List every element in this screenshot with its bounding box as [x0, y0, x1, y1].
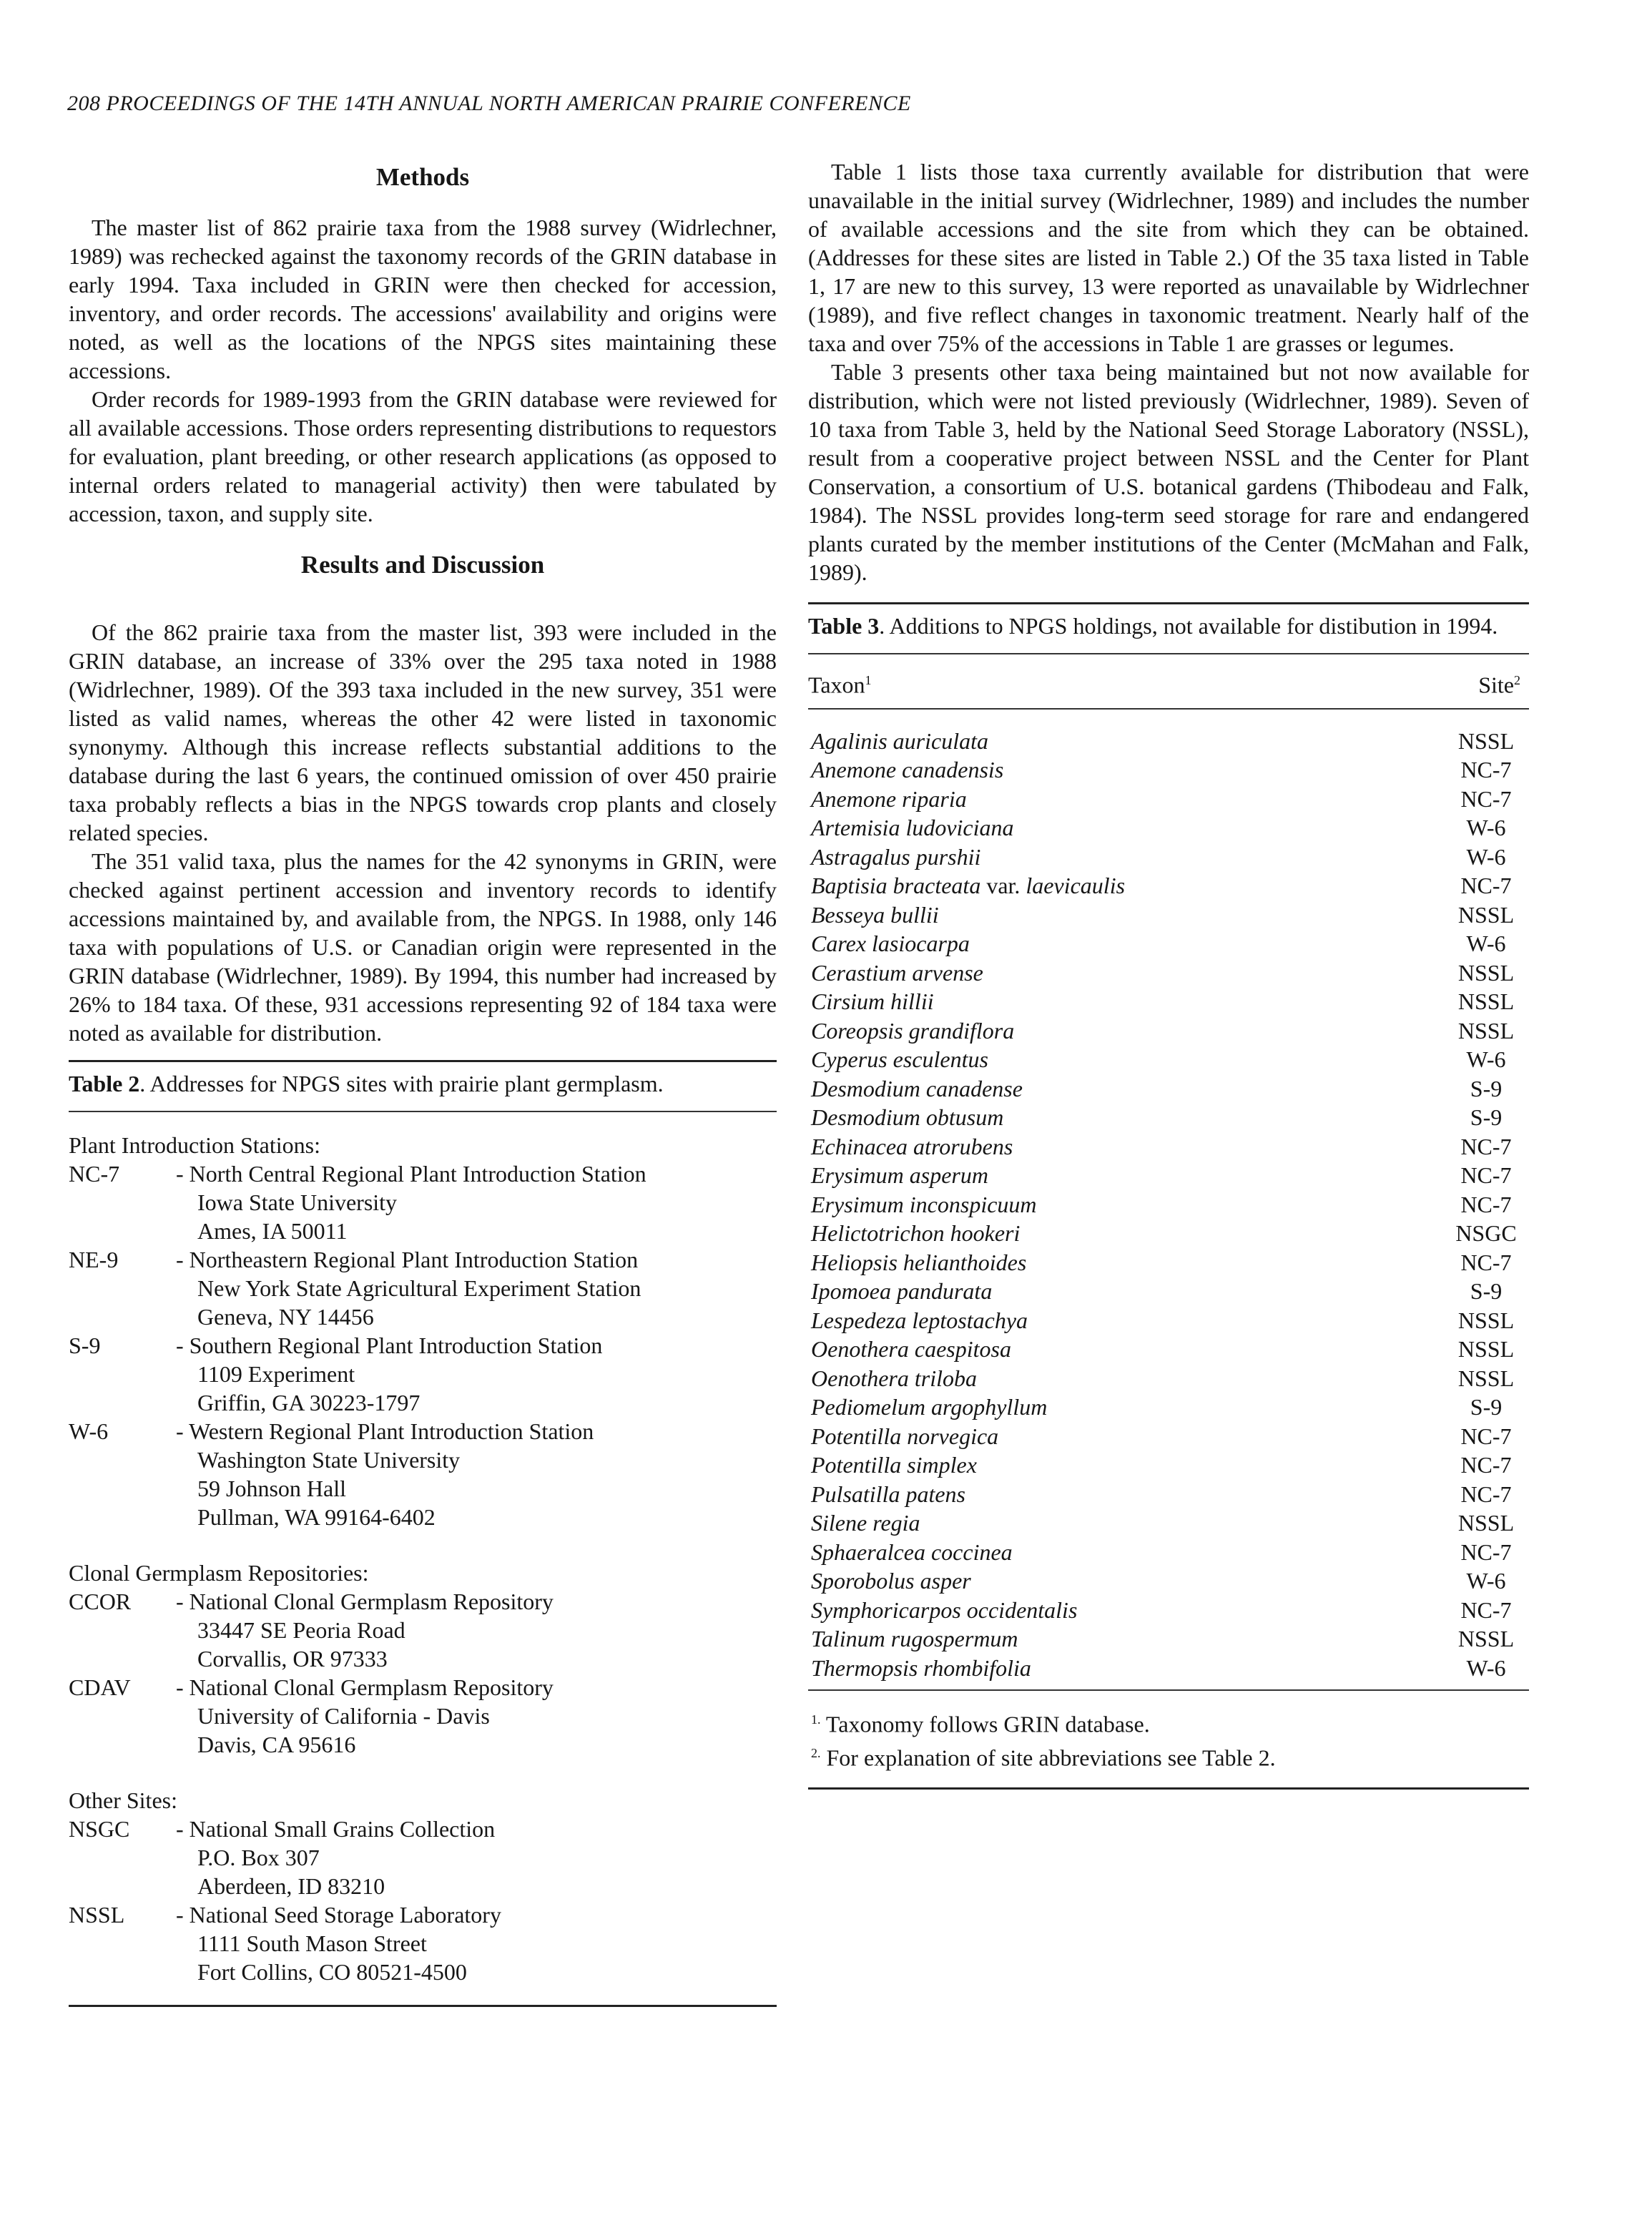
table3-col-taxon-sup: 1 — [865, 673, 872, 687]
taxon-cell — [808, 958, 983, 988]
site-address — [176, 1587, 777, 1673]
site-code: NSSL — [69, 1902, 125, 1928]
table-row — [808, 1566, 1529, 1596]
site-address — [176, 1815, 777, 1900]
table-row — [808, 1393, 1529, 1422]
taxon-cell — [808, 1248, 1026, 1277]
site-address — [176, 1417, 777, 1531]
taxon-name: Anemone riparia — [811, 785, 967, 812]
taxon-cell — [808, 1335, 1011, 1364]
site-cell: NC-7 — [1460, 1481, 1512, 1507]
taxon-name: Silene regia — [811, 1510, 920, 1536]
site-cell: NSSL — [1457, 1365, 1515, 1391]
address-group-title: Other Sites: — [69, 1787, 177, 1813]
table-row — [808, 1364, 1529, 1393]
taxon-name: Ipomoea pandurata — [811, 1278, 993, 1305]
site-address — [176, 1900, 777, 1986]
table-row — [808, 1451, 1529, 1480]
table-row — [808, 1161, 1529, 1190]
taxon-name: Pediomelum argophyllum — [811, 1394, 1048, 1420]
site-cell: W-6 — [1466, 843, 1506, 870]
address-line: - North Central Regional Plant Introduction Station — [176, 1161, 646, 1187]
address-line: Ames, IA 50011 — [197, 1218, 348, 1244]
taxon-name: Cerastium arvense — [811, 959, 983, 986]
taxon-name: Desmodium obtusum — [811, 1104, 1004, 1131]
taxon-cell — [808, 1190, 1037, 1219]
address-line: Fort Collins, CO 80521-4500 — [197, 1959, 467, 1985]
site-cell: W-6 — [1466, 1046, 1506, 1073]
site-cell: NSSL — [1457, 727, 1515, 754]
table-row — [808, 1132, 1529, 1162]
site-cell: NSSL — [1457, 1017, 1515, 1044]
taxon-cell — [808, 987, 934, 1016]
site-code: W-6 — [69, 1418, 109, 1444]
site-cell: S-9 — [1470, 1278, 1503, 1305]
table-row — [808, 958, 1529, 988]
right-paragraph-1: Table 1 lists those taxa currently available for distribution that were unavailable in the initial survey (Widrlechner, 1989) and includes the number of available accessions and the site from which they can be obtained. (Addresses for these sites are listed in Table 2.) Of the 35 taxa listed in Table 1, 17 are new to this survey, 13 were reported as unavailable by Widrlechner (1989), and five reflect changes in taxonomic treatment. Nearly half of the taxa and over 75% of the accessions in Table 1 are grasses or legumes. — [808, 159, 1529, 356]
taxon-name: Symphoricarpos occidentalis — [811, 1596, 1078, 1623]
taxon-name: Astragalus purshii — [811, 843, 981, 870]
taxon-cell — [808, 1306, 1028, 1335]
taxon-name: Anemone canadensis — [811, 757, 1004, 783]
address-group-title: Clonal Germplasm Repositories: — [69, 1560, 369, 1586]
table3-col-site-sup: 2 — [1514, 673, 1520, 687]
table-row — [808, 1190, 1529, 1219]
table3-col-taxon — [808, 666, 872, 700]
footnote — [811, 1705, 1529, 1739]
table-row — [808, 727, 1529, 756]
address-line: 1109 Experiment — [197, 1361, 355, 1387]
site-entry — [69, 1331, 777, 1417]
taxon-cell — [808, 1132, 1013, 1162]
site-code: CDAV — [69, 1674, 131, 1700]
table-row — [808, 900, 1529, 930]
table-row — [808, 1074, 1529, 1104]
site-cell: NC-7 — [1460, 1538, 1512, 1565]
taxon-infraspecific: laevicaulis — [1026, 873, 1126, 899]
site-cell: NC-7 — [1460, 1133, 1512, 1159]
site-entry — [69, 1417, 777, 1531]
address-group — [69, 1786, 777, 1986]
address-line: University of California - Davis — [197, 1703, 490, 1729]
right-paragraph-2: Table 3 presents other taxa being maintained but not now available for distribution, which were not listed previously (Widrlechner, 1989). Seven of 10 taxa from Table 3, held by the National Seed Storage Laboratory (NSSL), result from a cooperative project between NSSL and the Center for Plant Conservation, a consortium of U.S. botanical gardens (Thibodeau and Falk, 1984). The NSSL provides long-term seed storage for rare and endangered plants curated by the member institutions of the Center (McMahan and Falk, 1989). — [808, 359, 1529, 585]
site-cell: NC-7 — [1460, 757, 1512, 783]
taxon-cell — [808, 1422, 998, 1451]
taxon-cell — [808, 1566, 971, 1596]
table-row — [808, 929, 1529, 958]
site-code: NC-7 — [69, 1161, 120, 1187]
taxon-cell — [808, 1596, 1077, 1625]
address-line: Aberdeen, ID 83210 — [197, 1873, 385, 1899]
table3-top-rule — [808, 602, 1529, 604]
taxon-cell — [808, 900, 939, 930]
site-cell: W-6 — [1466, 1654, 1506, 1681]
table2-body — [69, 1131, 777, 1986]
address-line: - Northeastern Regional Plant Introduction Station — [176, 1247, 639, 1272]
site-entry — [69, 1673, 777, 1759]
table-row — [808, 1624, 1529, 1654]
taxon-cell — [808, 1074, 1023, 1104]
taxon-name: Talinum rugospermum — [811, 1626, 1018, 1652]
site-cell: NC-7 — [1460, 873, 1512, 899]
footnote-text: Taxonomy follows GRIN database. — [820, 1711, 1150, 1737]
table3-caption — [808, 612, 1529, 640]
table3-body — [808, 710, 1529, 1690]
site-address — [176, 1673, 777, 1759]
taxon-name: Artemisia ludoviciana — [811, 815, 1014, 841]
table2-bottom-rule — [69, 2005, 777, 2007]
address-line: - National Small Grains Collection — [176, 1816, 496, 1842]
taxon-cell — [808, 727, 988, 756]
taxon-name: Sphaeralcea coccinea — [811, 1538, 1013, 1565]
table2-caption — [69, 1069, 777, 1098]
table-row — [808, 1480, 1529, 1509]
address-line: 1111 South Mason Street — [197, 1930, 427, 1956]
address-line: New York State Agricultural Experiment Station — [197, 1275, 641, 1301]
taxon-cell — [808, 1045, 988, 1074]
table-row — [808, 1508, 1529, 1538]
taxon-cell — [808, 1219, 1020, 1248]
taxon-cell — [808, 1538, 1013, 1567]
site-cell: NSSL — [1457, 1510, 1515, 1536]
table-row — [808, 1016, 1529, 1046]
footnote-mark: 1. — [811, 1712, 821, 1727]
site-code: NSGC — [69, 1816, 130, 1842]
taxon-name: Besseya bullii — [811, 901, 939, 928]
site-entry — [69, 1815, 777, 1900]
site-cell: W-6 — [1466, 931, 1506, 957]
table-row — [808, 1277, 1529, 1306]
results-heading: Results and Discussion — [300, 551, 545, 579]
site-cell: NSSL — [1457, 1307, 1515, 1333]
table-row — [808, 1654, 1529, 1683]
site-cell: W-6 — [1466, 815, 1506, 841]
address-line: Geneva, NY 14456 — [197, 1304, 374, 1330]
taxon-name: Coreopsis grandiflora — [811, 1017, 1015, 1044]
site-cell: NSSL — [1457, 959, 1515, 986]
taxon-name: Potentilla norvegica — [811, 1423, 999, 1449]
address-line: - National Clonal Germplasm Repository — [176, 1674, 554, 1700]
methods-paragraph-2: Order records for 1989-1993 from the GRIN database were reviewed for all available accessions. Those orders representing distributions to requestors for evaluation, plant breeding, or other research applications (as opposed to internal orders related to managerial activity) then were tabulated by accession, taxon, and supply site. — [69, 386, 777, 526]
site-cell: NC-7 — [1460, 1162, 1512, 1189]
site-cell: S-9 — [1470, 1075, 1503, 1101]
address-line: Davis, CA 95616 — [197, 1732, 356, 1757]
taxon-cell — [808, 785, 967, 814]
table3-col-taxon-label: Taxon — [808, 672, 865, 698]
taxon-cell — [808, 1451, 977, 1480]
taxon-name: Potentilla simplex — [811, 1452, 977, 1478]
taxon-cell — [808, 1508, 920, 1538]
taxon-name: Desmodium canadense — [811, 1075, 1023, 1101]
taxon-cell — [808, 755, 1003, 785]
site-code: CCOR — [69, 1589, 132, 1614]
table2-caption-text: . Addresses for NPGS sites with prairie plant germplasm. — [139, 1071, 664, 1096]
table2-top-rule — [69, 1060, 777, 1062]
table-row — [808, 785, 1529, 814]
table-row — [808, 755, 1529, 785]
taxon-name: Carex lasiocarpa — [811, 931, 970, 957]
address-line: - National Seed Storage Laboratory — [176, 1902, 501, 1928]
site-cell: W-6 — [1466, 1568, 1506, 1594]
table3-col-site — [1478, 666, 1520, 700]
address-line: 33447 SE Peoria Road — [197, 1617, 405, 1643]
taxon-cell — [808, 1480, 965, 1509]
table-row — [808, 1306, 1529, 1335]
table-row — [808, 843, 1529, 872]
taxon-rank: var. — [980, 873, 1026, 899]
table3-col-site-label: Site — [1478, 672, 1514, 698]
table3-caption-label: Table 3 — [808, 613, 880, 639]
address-group — [69, 1559, 777, 1759]
site-cell: NSSL — [1457, 1626, 1515, 1652]
running-header: 208 PROCEEDINGS OF THE 14TH ANNUAL NORTH AMERICAN PRAIRIE CONFERENCE — [67, 92, 911, 115]
site-cell: NSGC — [1455, 1220, 1517, 1247]
table-row — [808, 871, 1529, 900]
taxon-cell — [808, 1654, 1031, 1683]
taxon-name: Sporobolus asper — [811, 1568, 971, 1594]
site-entry — [69, 1900, 777, 1986]
address-line: P.O. Box 307 — [197, 1845, 320, 1870]
taxon-cell — [808, 1624, 1018, 1654]
address-line: Corvallis, OR 97333 — [197, 1646, 388, 1672]
table-row — [808, 1422, 1529, 1451]
taxon-name: Helictotrichon hookeri — [811, 1220, 1021, 1247]
taxon-name: Agalinis auriculata — [811, 727, 988, 754]
site-cell: NC-7 — [1460, 1191, 1512, 1217]
table3-bottom-rule — [808, 1787, 1529, 1790]
methods-paragraph-1: The master list of 862 prairie taxa from the 1988 survey (Widrlechner, 1989) was rechecked against the taxonomy records of the GRIN database in early 1994. Taxa included in GRIN were then checked for accession, inventory, and order records. The accessions' availability and origins were noted, as well as the locations of the NPGS sites maintaining these accessions. — [69, 215, 777, 383]
table3-footnotes — [808, 1691, 1529, 1787]
site-address — [176, 1159, 777, 1245]
address-line: - Western Regional Plant Introduction Station — [176, 1418, 594, 1444]
table-row — [808, 1248, 1529, 1277]
site-cell: NC-7 — [1460, 1249, 1512, 1275]
footnote-text: For explanation of site abbreviations see Table 2. — [820, 1744, 1276, 1771]
table2-caption-label: Table 2 — [69, 1071, 140, 1096]
table-row — [808, 987, 1529, 1016]
taxon-name: Oenothera triloba — [811, 1365, 977, 1391]
site-code: NE-9 — [69, 1247, 119, 1272]
table-row — [808, 1335, 1529, 1364]
site-cell: NC-7 — [1460, 1596, 1512, 1623]
table-row — [808, 1045, 1529, 1074]
taxon-cell — [808, 1103, 1003, 1132]
taxon-name: Baptisia bracteata — [811, 873, 981, 899]
taxon-name: Cyperus esculentus — [811, 1046, 988, 1073]
taxon-name: Heliopsis helianthoides — [811, 1249, 1027, 1275]
taxon-cell — [808, 1016, 1014, 1046]
site-cell: NSSL — [1457, 901, 1515, 928]
table3-header-row — [808, 654, 1529, 708]
taxon-name: Erysimum asperum — [811, 1162, 988, 1189]
address-group — [69, 1131, 777, 1531]
site-cell: NC-7 — [1460, 1452, 1512, 1478]
taxon-cell — [808, 871, 1125, 900]
table-row — [808, 1596, 1529, 1625]
taxon-name: Thermopsis rhombifolia — [811, 1654, 1031, 1681]
taxon-name: Echinacea atrorubens — [811, 1133, 1013, 1159]
site-cell: S-9 — [1470, 1394, 1503, 1420]
methods-heading: Methods — [375, 163, 470, 191]
address-line: Pullman, WA 99164-6402 — [197, 1504, 436, 1530]
taxon-name: Lespedeza leptostachya — [811, 1307, 1028, 1333]
site-entry — [69, 1245, 777, 1331]
footnote — [811, 1739, 1529, 1772]
taxon-cell — [808, 1277, 992, 1306]
results-paragraph-2: The 351 valid taxa, plus the names for the 42 synonyms in GRIN, were checked against pertinent accession and inventory records to identify accessions maintained by, and available from, the NPGS. In 1988, only 146 taxa with populations of U.S. or Canadian origin were represented in the GRIN database (Widrlechner, 1989). By 1994, this number had increased by 26% to 184 taxa. Of these, 931 accessions representing 92 of 184 taxa were noted as available for distribution. — [69, 848, 777, 1046]
table3-caption-text: . Additions to NPGS holdings, not available for distibution in 1994. — [879, 613, 1498, 639]
table2-header-rule — [69, 1111, 777, 1112]
right-column — [808, 157, 1529, 1790]
table-row — [808, 813, 1529, 843]
taxon-name: Cirsium hillii — [811, 988, 934, 1015]
site-address — [176, 1245, 777, 1331]
taxon-name: Pulsatilla patens — [811, 1481, 965, 1507]
site-cell: NC-7 — [1460, 785, 1512, 812]
footnote-mark: 2. — [811, 1745, 821, 1760]
taxon-cell — [808, 929, 970, 958]
address-group-title: Plant Introduction Stations: — [69, 1132, 320, 1158]
left-column — [69, 163, 777, 2007]
address-line: 59 Johnson Hall — [197, 1476, 346, 1501]
table-row — [808, 1538, 1529, 1567]
table-row — [808, 1219, 1529, 1248]
results-paragraph-1: Of the 862 prairie taxa from the master list, 393 were included in the GRIN database, an increase of 33% over the 295 taxa noted in 1988 (Widrlechner, 1989). Of the 393 taxa included in the new survey, 351 were listed as valid names, whereas the other 42 were listed in taxonomic synonymy. Although this increase reflects substantial additions to the database during the last 6 years, the continued omission of over 450 prairie taxa probably reflects a bias in the NPGS towards crop plants and closely related species. — [69, 619, 777, 845]
address-line: Griffin, GA 30223-1797 — [197, 1390, 421, 1415]
site-entry — [69, 1159, 777, 1245]
taxon-cell — [808, 843, 980, 872]
site-entry — [69, 1587, 777, 1673]
site-cell: NSSL — [1457, 1336, 1515, 1363]
site-cell: NSSL — [1457, 988, 1515, 1015]
site-cell: NC-7 — [1460, 1423, 1512, 1449]
taxon-cell — [808, 1393, 1047, 1422]
taxon-name: Oenothera caespitosa — [811, 1336, 1011, 1363]
address-line: - Southern Regional Plant Introduction Station — [176, 1333, 603, 1358]
site-address — [176, 1331, 777, 1417]
address-line: Washington State University — [197, 1447, 461, 1473]
taxon-cell — [808, 1364, 977, 1393]
address-line: Iowa State University — [197, 1189, 398, 1215]
taxon-cell — [808, 1161, 988, 1190]
address-line: - National Clonal Germplasm Repository — [176, 1589, 554, 1614]
table-row — [808, 1103, 1529, 1132]
taxon-cell — [808, 813, 1014, 843]
site-cell: S-9 — [1470, 1104, 1503, 1131]
site-code: S-9 — [69, 1333, 101, 1358]
taxon-name: Erysimum inconspicuum — [811, 1191, 1037, 1217]
